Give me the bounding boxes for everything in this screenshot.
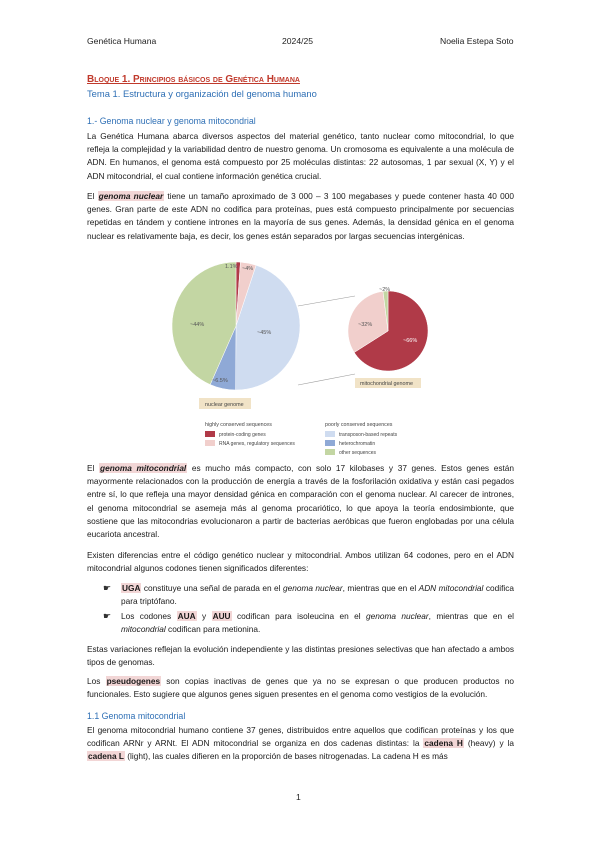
- pointing-hand-icon: ☛: [103, 611, 112, 621]
- legend-label-rna: RNA genes, regulatory sequences: [219, 441, 295, 447]
- legend-group2-title: poorly conserved sequences: [325, 422, 393, 428]
- nuclear-title: nuclear genome: [205, 402, 244, 408]
- paragraph-mito-genome: El genoma mitocondrial es mucho más compacto, con solo 17 kilobases y 37 genes. Estos genes están mayormente relacionados con la producción de energía a través de la fosforilación oxidativa y están casi pegados entre sí, lo que refleja una mayor densidad génica en comparación con el genoma nuclear. Al carecer de intrones, el genoma mitocondrial se asemeja más al genoma procariótico, lo que apoya la teoría endosimbionte, que sostiene que las mitocondrias evolucionaron a partir de bacterias aeróbicas que fueron englobadas por una célula eucariota ancestral.: [87, 463, 515, 540]
- term-genoma-mitocondrial: genoma mitocondrial: [100, 463, 187, 473]
- codon-aua: AUA: [177, 611, 196, 621]
- nuclear-label-protein: 1.1%: [225, 264, 238, 270]
- mito-label-protein: ~66%: [403, 338, 418, 344]
- zoom-line-bottom: [298, 374, 355, 385]
- legend-swatch-protein: [205, 431, 215, 437]
- genome-composition-figure: [165, 258, 455, 456]
- mito-label-other: ~2%: [379, 287, 391, 293]
- zoom-line-top: [298, 296, 355, 306]
- legend-label-other: other sequences: [339, 450, 376, 456]
- legend-swatch-rna: [205, 440, 215, 446]
- header-year: 2024/25: [282, 36, 314, 46]
- block-title: Bloque 1. Principios básicos de Genética Humana: [87, 74, 300, 85]
- codon-auu: AUU: [212, 611, 231, 621]
- term-cadena-h: cadena H: [424, 738, 463, 749]
- header-author: Noelia Estepa Soto: [440, 36, 514, 46]
- nuclear-label-other: ~44%: [190, 322, 205, 328]
- term-genoma-nuclear: genoma nuclear: [98, 191, 164, 201]
- legend-group1-title: highly conserved sequences: [205, 422, 272, 428]
- legend-swatch-other: [325, 449, 335, 455]
- paragraph-intro: La Genética Humana abarca diversos aspectos del material genético, tanto nuclear como mitocondrial, lo que refleja la complejidad y la variabilidad dentro de nuestro genoma. Un cromosoma es equivalente a una molécula de ADN. En humanos, el genoma está compuesto por 25 moléculas distintas: 22 autosomas, 1 par sexual (X, Y) y el ADN mitocondrial, el cual contiene información genética crucial.: [87, 131, 514, 181]
- nuclear-label-transposon: ~45%: [257, 330, 272, 336]
- term-cadena-l: cadena L: [88, 751, 124, 762]
- section-heading: 1.- Genoma nuclear y genoma mitocondrial: [87, 116, 256, 126]
- paragraph-nuclear-genome: El genoma nuclear tiene un tamaño aproximado de 3 000 – 3 100 megabases y puede contener hasta 40 000 genes. Gran parte de este ADN no codifica para proteínas, pues está compuesto principalmente por secuencias repetidas en tándem y contiene intrones en la mayoría de sus genes. Además, la densidad génica en el genoma nuclear es relativamente baja, es decir, los genes están separados por largas secuencias intergénicas.: [87, 191, 514, 241]
- legend-label-protein: protein-coding genes: [219, 432, 266, 438]
- mito-label-rna: ~32%: [358, 322, 373, 328]
- subsection-heading: 1.1 Genoma mitocondrial: [87, 711, 186, 721]
- legend-swatch-transposon: [325, 431, 335, 437]
- header-course: Genética Humana: [87, 36, 157, 46]
- paragraph-pseudogenes: Los pseudogenes son copias inactivas de genes que ya no se expresan o que producen productos no funcionales. Esto sugiere que algunos genes siguen presentes en el genoma como vestigios de la evolución.: [87, 676, 514, 700]
- bullet-aua-auu: Los codones AUA y AUU codifican para isoleucina en el genoma nuclear, mientras que en el mitocondrial codifican para metionina.: [121, 611, 514, 635]
- nuclear-label-heterochromatin: ~6.5%: [212, 378, 228, 384]
- mitochondrial-genome-pie: [348, 291, 428, 371]
- nuclear-label-rna: ~4%: [242, 266, 254, 272]
- codon-uga: UGA: [122, 583, 141, 593]
- legend-swatch-heterochromatin: [325, 440, 335, 446]
- term-pseudogenes: pseudogenes: [106, 676, 161, 686]
- legend-label-transposon: transposon-based repeats: [339, 432, 398, 438]
- bullet-uga: UGA constituye una señal de parada en el genoma nuclear, mientras que en el ADN mitocondrial codifica para triptófano.: [121, 583, 514, 607]
- paragraph-mito-structure: El genoma mitocondrial humano contiene 37 genes, distribuidos entre aquellos que codifican proteínas y los que codifican ARNr y ARNt. El ADN mitocondrial se organiza en dos cadenas distintas: la cadena H (heavy) y la cadena L (light), las cuales difieren en la proporción de bases nitrogenadas. La cadena H es más: [87, 725, 515, 762]
- paragraph-codon-intro: Existen diferencias entre el código genético nuclear y mitocondrial. Ambos utilizan 64 codones, pero en el ADN mitocondrial algunos codones tienen significados diferentes:: [87, 550, 514, 574]
- page-number: 1: [296, 792, 301, 802]
- legend-label-heterochromatin: heterochromatin: [339, 441, 376, 447]
- tema-title: Tema 1. Estructura y organización del genoma humano: [87, 88, 317, 99]
- mito-title: mitochondrial genome: [360, 381, 414, 387]
- paragraph-variations: Estas variaciones reflejan la evolución independiente y las distintas presiones selectivas que han afectado a ambos tipos de genomas.: [87, 644, 514, 668]
- pointing-hand-icon: ☛: [103, 583, 112, 593]
